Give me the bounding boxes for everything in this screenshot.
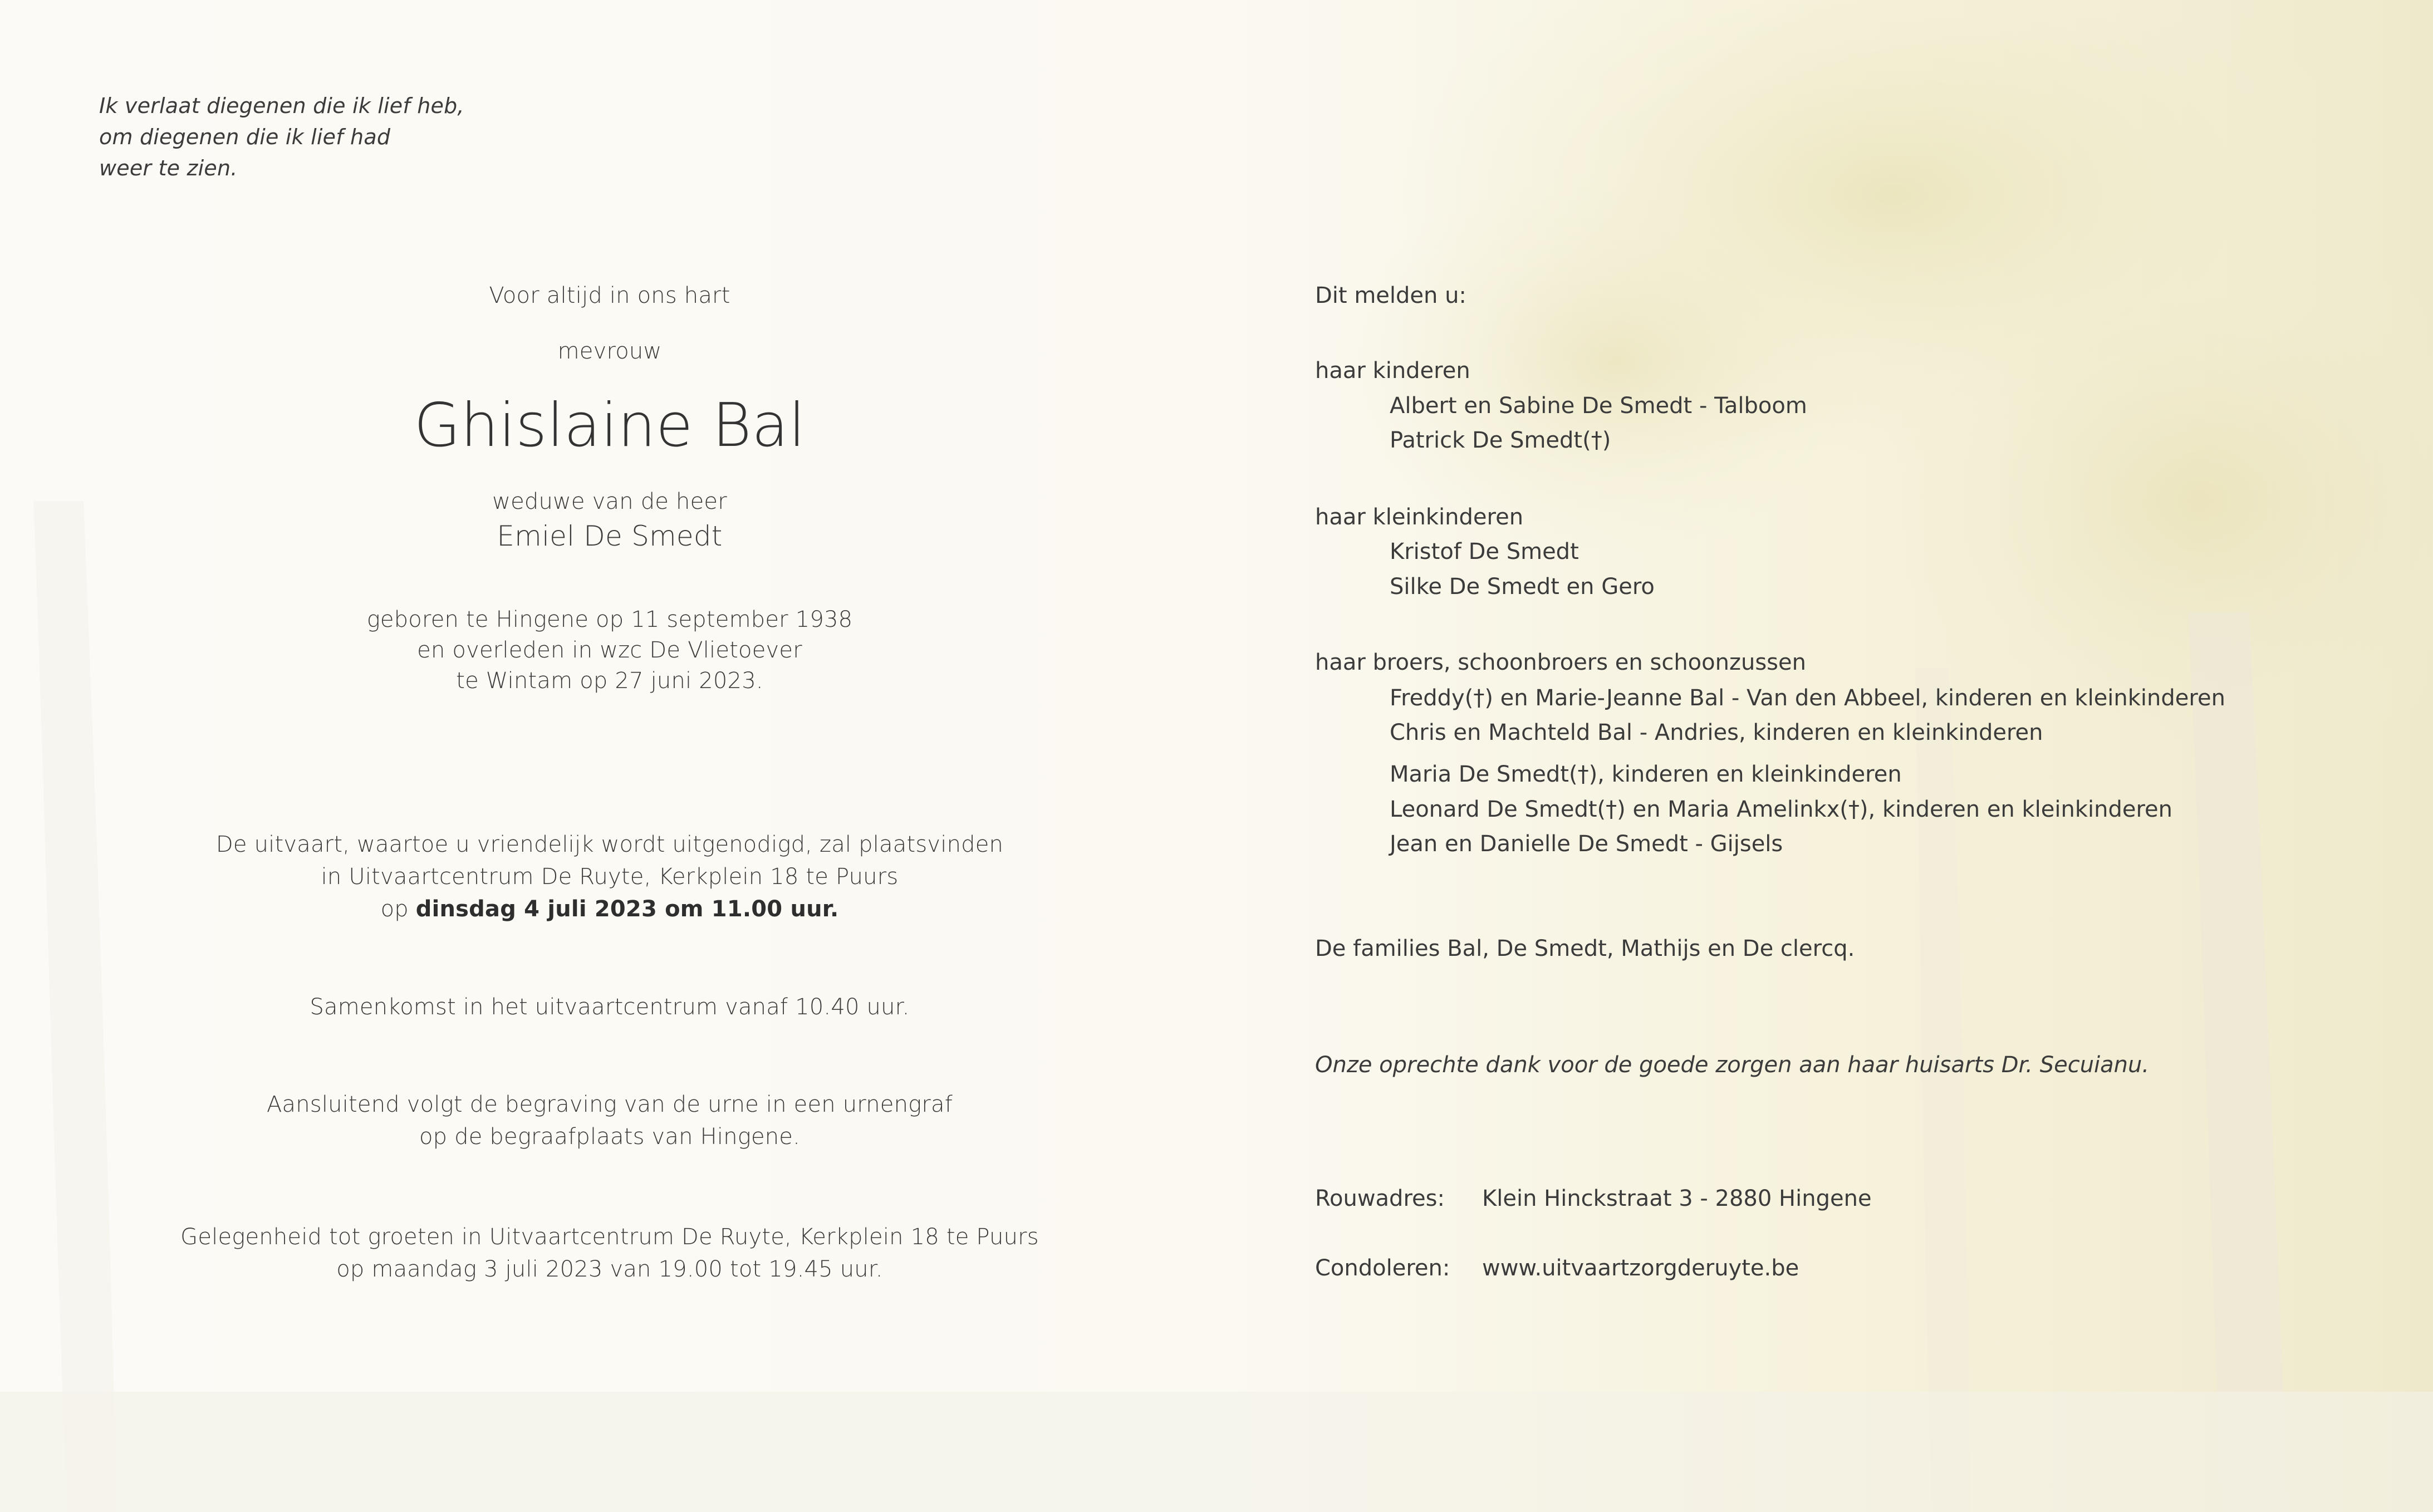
- children-heading: haar kinderen: [1315, 358, 1470, 384]
- greeting-info: [122, 1221, 1097, 1285]
- funeral-date-line: [122, 893, 1097, 925]
- poem-line: Ik verlaat diegenen die ik lief heb,: [99, 94, 464, 118]
- sibling-entry: Leonard De Smedt(†) en Maria Amelinkx(†), kinderen en kleinkinderen: [1390, 797, 2172, 822]
- birth-death-info: [122, 605, 1097, 696]
- funeral-date-prefix: op: [380, 896, 409, 922]
- sibling-entry: Chris en Machteld Bal - Andries, kinderen en kleinkinderen: [1390, 720, 2043, 745]
- poem: [99, 90, 464, 184]
- thanks-text: Onze oprechte dank voor de goede zorgen aan haar huisarts Dr. Secuianu.: [1315, 1052, 2150, 1078]
- child-name: Albert en Sabine De Smedt - Talboom: [1390, 393, 1807, 419]
- deceased-name: Ghislaine Bal: [414, 391, 806, 460]
- sibling-entry: Freddy(†) en Marie-Jeanne Bal - Van den Abbeel, kinderen en kleinkinderen: [1390, 685, 2225, 711]
- siblings-heading: haar broers, schoonbroers en schoonzussen: [1315, 650, 1806, 675]
- burial-line: Aansluitend volgt de begraving van de urne in een urnengraf: [266, 1092, 953, 1117]
- poem-line: om diegenen die ik lief had: [99, 125, 391, 149]
- burial-info: [122, 1088, 1097, 1153]
- funeral-line: De uitvaart, waartoe u vriendelijk wordt uitgenodigd, zal plaatsvinden: [215, 832, 1004, 857]
- poem-line: weer te zien.: [99, 156, 238, 180]
- spouse-name: Emiel De Smedt: [497, 520, 723, 552]
- grandchildren-heading: haar kleinkinderen: [1315, 504, 1524, 530]
- families-text: De families Bal, De Smedt, Mathijs en De clercq.: [1315, 936, 1855, 961]
- condolence-label: Condoleren:: [1315, 1255, 1450, 1281]
- gathering-info: Samenkomst in het uitvaartcentrum vanaf 10.40 uur.: [310, 994, 910, 1020]
- birth-death-line: en overleden in wzc De Vlietoever: [417, 637, 802, 663]
- birth-death-line: geboren te Hingene op 11 september 1938: [366, 607, 853, 632]
- birth-death-line: te Wintam op 27 juni 2023.: [456, 668, 763, 694]
- sibling-entry: Maria De Smedt(†), kinderen en kleinkinderen: [1390, 762, 1902, 787]
- greeting-line: op maandag 3 juli 2023 van 19.00 tot 19.45 uur.: [336, 1256, 883, 1282]
- salutation: mevrouw: [557, 338, 662, 364]
- sibling-entry: Jean en Danielle De Smedt - Gijsels: [1390, 831, 1783, 857]
- condolence-link[interactable]: www.uitvaartzorgderuyte.be: [1482, 1255, 1799, 1281]
- address-value: Klein Hinckstraat 3 - 2880 Hingene: [1482, 1186, 1872, 1211]
- address-label: Rouwadres:: [1315, 1186, 1445, 1211]
- grandchild-name: Kristof De Smedt: [1390, 539, 1579, 564]
- funeral-info: [122, 828, 1097, 925]
- funeral-date: dinsdag 4 juli 2023 om 11.00 uur.: [415, 896, 839, 922]
- announce-text: Dit melden u:: [1315, 283, 1466, 308]
- funeral-line: in Uitvaartcentrum De Ruyte, Kerkplein 18 te Puurs: [321, 864, 899, 890]
- greeting-line: Gelegenheid tot groeten in Uitvaartcentrum De Ruyte, Kerkplein 18 te Puurs: [180, 1224, 1039, 1250]
- widow-line: weduwe van de heer: [492, 489, 727, 514]
- burial-line: op de begraafplaats van Hingene.: [419, 1124, 801, 1150]
- child-name: Patrick De Smedt(†): [1390, 428, 1611, 453]
- grandchild-name: Silke De Smedt en Gero: [1390, 574, 1655, 600]
- intro-text: Voor altijd in ons hart: [489, 283, 730, 308]
